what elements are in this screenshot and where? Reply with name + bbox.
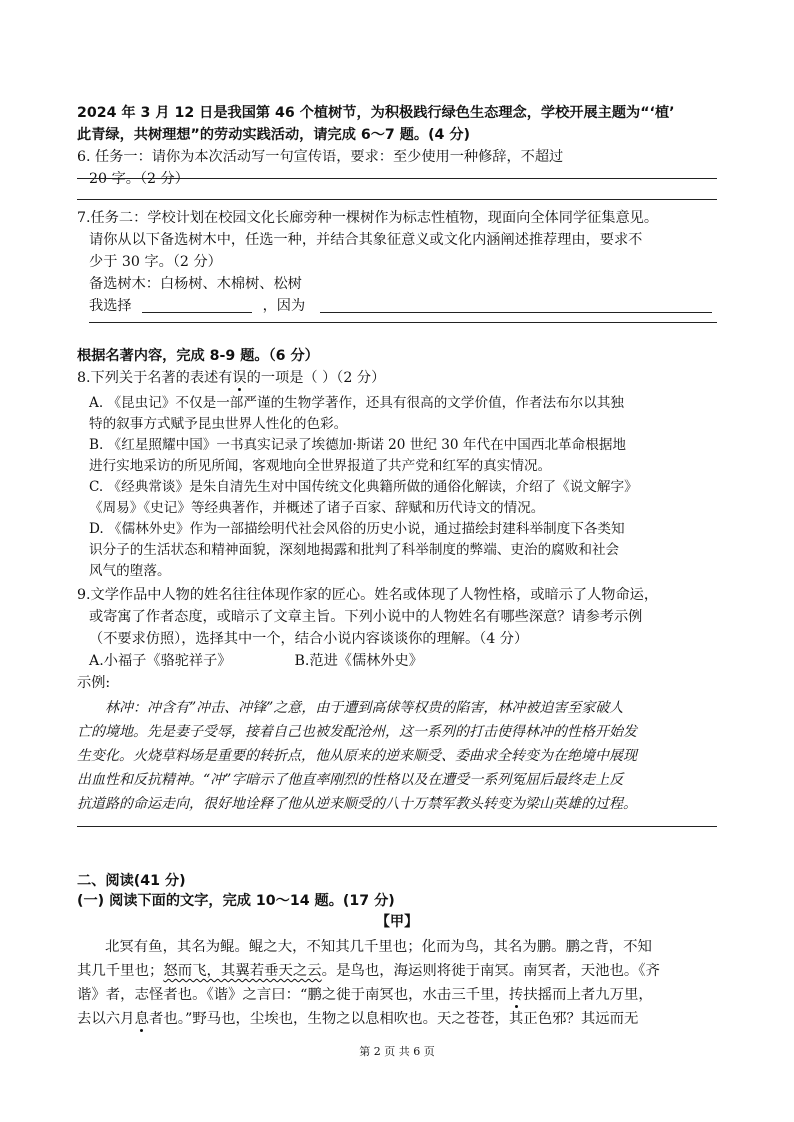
q9-example-4: 出血性和反抗精神。“冲”字暗示了他直率刚烈的性格以及在遭受一系列冤屈后最终走上反 <box>77 772 624 788</box>
q7-line-3: 少于 30 字。（2 分） <box>89 254 222 270</box>
q7-because-label: ，因为 <box>262 298 306 314</box>
q9-options-row <box>89 651 423 671</box>
passage-underlined-sentence: 怒而飞，其翼若垂天之云 <box>163 963 322 979</box>
q8-option-c-2: 《周易》《史记》等经典著作，并概述了诸子百家、辞赋和历代诗文的情况。 <box>89 500 545 516</box>
q6-answer-line-2[interactable] <box>77 199 717 200</box>
q8-stem-b: 的一项是（ ）（2 分） <box>246 370 386 386</box>
q6-line-2: 20 字。（2 分） <box>89 171 189 187</box>
passage-line-2 <box>77 961 660 981</box>
passage-line-1: 北冥有鱼，其名为鲲。鲲之大，不知其几千里也；化而为鸟，其名为鹏。鹏之背，不知 <box>105 939 652 955</box>
q9-example-label: 示例: <box>77 675 111 691</box>
q8-stem <box>77 368 385 388</box>
q7-because-blank[interactable] <box>320 298 712 313</box>
passage-line-3-a: 谐》者，志怪者也。《谐》之言曰：“鹏之徙于南冥也，水击三千里， <box>77 987 509 1003</box>
intro-line-2: 此青绿，共树理想”的劳动实践活动，请完成 6～7 题。(4 分) <box>77 127 471 143</box>
q7-options: 备选树木：白杨树、木棉树、松树 <box>89 276 302 292</box>
passage-line-4-a: 去以六月 <box>77 1011 135 1027</box>
q7-line-1: 7.任务二：学校计划在校园文化长廊旁种一棵树作为标志性植物，现面向全体同学征集意见。 <box>77 210 659 226</box>
passage-title: 【甲】 <box>375 914 419 930</box>
q8-option-b-1[interactable]: B. 《红星照耀中国》一书真实记录了埃德加·斯诺 20 世纪 30 年代在中国西北革命根据地 <box>89 437 627 453</box>
q9-answer-line-1[interactable] <box>77 826 717 827</box>
books-heading: 根据名著内容，完成 8-9 题。（6 分） <box>77 348 319 364</box>
q8-option-b-2: 进行实地采访的所见所闻，客观地向全世界报道了共产党和红军的真实情况。 <box>89 458 552 474</box>
passage-line-4-b: 者也。”野马也，尘埃也，生物之以息相吹也。天之苍苍，其正色邪？其远而无 <box>148 1011 639 1027</box>
q7-answer-line[interactable] <box>89 322 717 323</box>
q9-example-5: 抗道路的命运走向，很好地诠释了他从逆来顺受的八十万禁军教头转变为梁山英雄的过程。 <box>77 796 637 812</box>
passage-emphasis-tuan: 抟 <box>508 987 524 1003</box>
q7-line-2: 请你从以下备选树木中，任选一种，并结合其象征意义或文化内涵阐述推荐理由，要求不 <box>89 232 643 248</box>
reading-heading: 二、阅读(41 分) <box>77 873 186 889</box>
reading-subheading: (一) 阅读下面的文字，完成 10～14 题。(17 分) <box>77 893 395 909</box>
q7-choose-blank[interactable] <box>142 298 252 313</box>
passage-line-4 <box>77 1009 638 1029</box>
q9-line-1: 9.文学作品中人物的姓名往往体现作家的匠心。姓名或体现了人物性格，或暗示了人物命运， <box>77 587 659 603</box>
q9-line-2: 或寄寓了作者态度，或暗示了文章主旨。下列小说中的人物姓名有哪些深意？请参考示例 <box>89 609 643 625</box>
q8-stem-a: 8.下列关于名著的表述有 <box>77 370 233 386</box>
q6-line-1: 6. 任务一：请你为本次活动写一句宣传语，要求：至少使用一种修辞，不超过 <box>77 149 564 165</box>
q8-option-a-1[interactable]: A. 《昆虫记》不仅是一部严谨的生物学著作，还具有很高的文学价值，作者法布尔以其独 <box>89 395 625 411</box>
q8-stem-emphasis: 误 <box>232 370 247 386</box>
passage-line-3 <box>77 985 653 1005</box>
q9-example-2: 亡的境地。先是妻子受辱，接着自己也被发配沧州，这一系列的打击使得林冲的性格开始发 <box>77 724 637 740</box>
q8-option-a-2: 特的叙事方式赋予昆虫世界人性化的色彩。 <box>89 416 348 432</box>
q9-option-a[interactable]: A.小福子《骆驼祥子》 <box>89 653 232 669</box>
passage-line-3-b: 扶摇而上者九万里， <box>523 987 653 1003</box>
page-number: 第 2 页 共 6 页 <box>359 1045 435 1058</box>
passage-line-2-a: 其几千里也； <box>77 963 164 979</box>
q8-option-d-3: 风气的堕落。 <box>89 563 171 579</box>
intro-line-1: 2024 年 3 月 12 日是我国第 46 个植树节，为积极践行绿色生态理念，学校开展主题为“‘植’ <box>77 105 675 121</box>
q9-option-b[interactable]: B.范进《儒林外史》 <box>294 653 423 669</box>
passage-line-2-b: 。是鸟也，海运则将徙于南冥。南冥者，天池也。《齐 <box>321 963 660 979</box>
q8-option-d-1[interactable]: D. 《儒林外史》作为一部描绘明代社会风俗的历史小说，通过描绘封建科举制度下各类知 <box>89 521 625 537</box>
q8-option-c-1[interactable]: C. 《经典常谈》是朱自清先生对中国传统文化典籍所做的通俗化解读，介绍了《说文解字》 <box>89 479 638 495</box>
q6-answer-line-1[interactable] <box>77 178 717 179</box>
q9-line-3: （不要求仿照），选择其中一个，结合小说内容谈谈你的理解。（4 分） <box>89 631 529 647</box>
passage-emphasis-xi: 息 <box>134 1011 149 1027</box>
q8-option-d-2: 识分子的生活状态和精神面貌，深刻地揭露和批判了科举制度的弊端、吏治的腐败和社会 <box>89 542 620 558</box>
q7-choose-label: 我选择 <box>89 298 132 314</box>
q9-example-3: 生变化。火烧草料场是重要的转折点，他从原来的逆来顺受、委曲求全转变为在绝境中展现 <box>77 748 637 764</box>
q7-choose-row <box>89 296 712 316</box>
q9-example-1: 林冲：冲含有”冲击、冲锋”之意，由于遭到高俅等权贵的陷害，林冲被迫害至家破人 <box>105 700 624 716</box>
